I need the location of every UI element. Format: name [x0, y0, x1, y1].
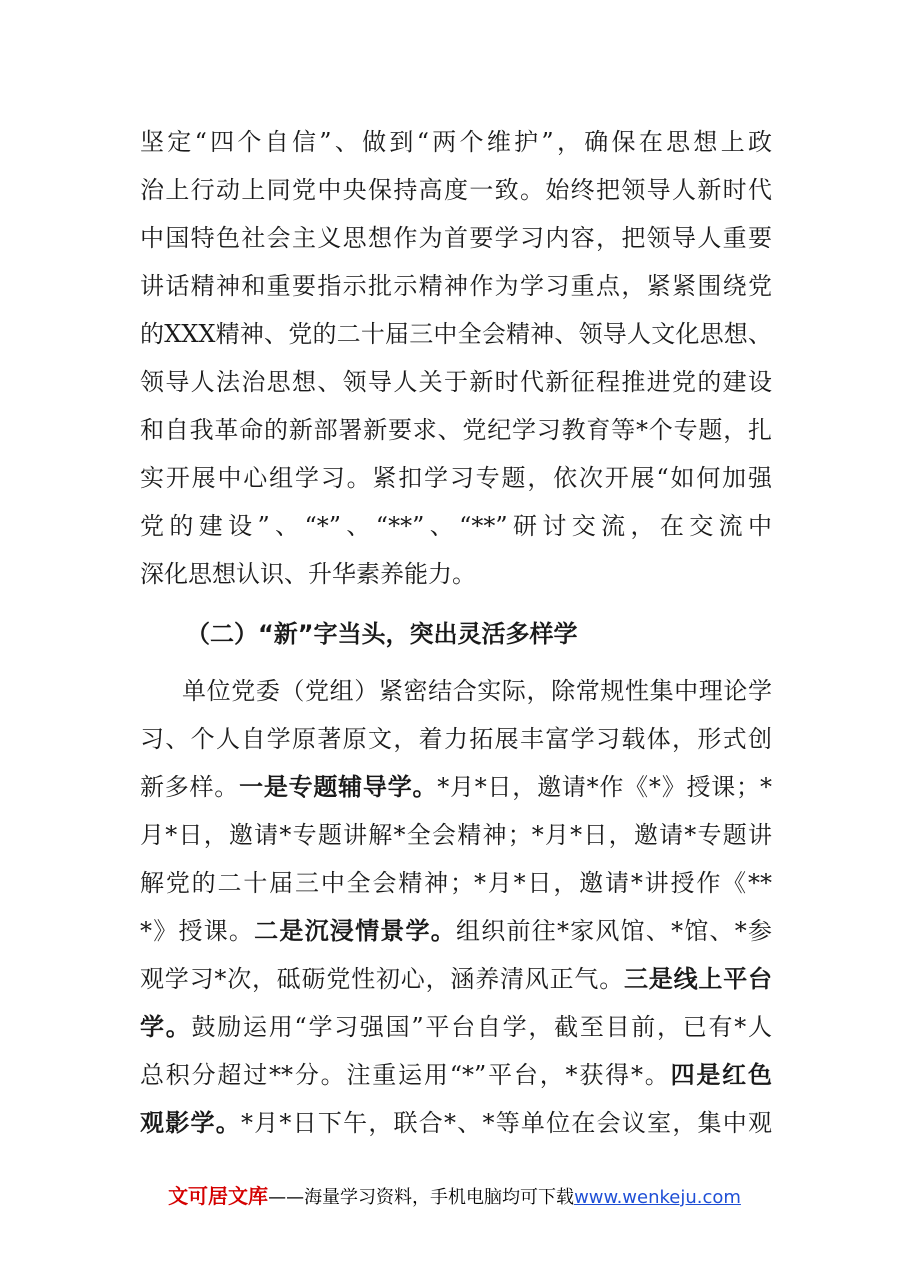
footer-banner	[0, 1180, 909, 1214]
text-run: 新多样。	[140, 773, 240, 801]
paragraph-line: 的XXX精神、党的二十届三中全会精神、领导人文化思想、	[140, 320, 772, 348]
bold-lead-phrase: 二是沉浸情景学。	[254, 917, 457, 945]
paragraph-line: 习、个人自学原著原文，着力拓展丰富学习载体，形式创	[140, 725, 772, 753]
paragraph-line: 和自我革命的新部署新要求、党纪学习教育等*个专题，扎	[140, 416, 772, 444]
paragraph-line	[140, 907, 772, 955]
paragraph-line: 党的建设”、“*”、“**”、“**”研讨交流，在交流中	[140, 512, 772, 540]
paragraph-line: 讲话精神和重要指示批示精神作为学习重点，紧紧围绕党	[140, 272, 772, 300]
text-run: 观学习*次，砥砺党性初心，涵养清风正气。	[140, 965, 624, 993]
paragraph-line: 月*日，邀请*专题讲解*全会精神；*月*日，邀请*专题讲	[140, 821, 772, 849]
paragraph-line	[140, 1099, 772, 1147]
bold-lead-phrase: 学。	[140, 1013, 192, 1041]
paragraph-line: 深化思想认识、升华素养能力。	[140, 560, 476, 588]
paragraph-line: 解党的二十届三中全会精神；*月*日，邀请*讲授作《**	[140, 869, 772, 897]
paragraph-2	[140, 667, 772, 1147]
bold-lead-phrase: 观影学。	[140, 1109, 241, 1137]
footer-slogan: ——海量学习资料，手机电脑均可下载	[268, 1187, 575, 1208]
paragraph-line: 单位党委（党组）紧密结合实际，除常规性集中理论学	[182, 677, 772, 705]
text-run: *月*日，邀请*作《*》授课；*	[437, 773, 773, 801]
bold-lead-phrase: 一是专题辅导学。	[239, 773, 438, 801]
bold-lead-phrase: 三是线上平台	[624, 965, 772, 993]
text-run: *月*日下午，联合*、*等单位在会议室，集中观	[240, 1109, 773, 1137]
bold-lead-phrase: 四是红色	[670, 1061, 772, 1089]
website-link[interactable]: www.wenkeju.com	[574, 1187, 741, 1208]
paragraph-line: 治上行动上同党中央保持高度一致。始终把领导人新时代	[140, 176, 772, 204]
paragraph-1	[140, 118, 772, 598]
paragraph-line: 坚定“四个自信”、做到“两个维护”，确保在思想上政	[140, 128, 772, 156]
text-run: 鼓励运用“学习强国”平台自学，截至目前，已有*人	[191, 1013, 772, 1041]
paragraph-line	[140, 1051, 772, 1099]
paragraph-line	[140, 1003, 772, 1051]
paragraph-line: 实开展中心组学习。紧扣学习专题，依次开展“如何加强	[140, 464, 772, 492]
text-run: 组织前往*家风馆、*馆、*参	[456, 917, 773, 945]
text-run: *》授课。	[140, 917, 255, 945]
paragraph-line: 中国特色社会主义思想作为首要学习内容，把领导人重要	[140, 224, 772, 252]
paragraph-line	[140, 955, 772, 1003]
paragraph-line: 领导人法治思想、领导人关于新时代新征程推进党的建设	[140, 368, 772, 396]
text-run: 总积分超过**分。注重运用“*”平台，*获得*。	[140, 1061, 671, 1089]
brand-name: 文可居文库	[168, 1184, 269, 1208]
section-heading: （二）“新”字当头，突出灵活多样学	[186, 620, 578, 648]
paragraph-line	[140, 763, 772, 811]
